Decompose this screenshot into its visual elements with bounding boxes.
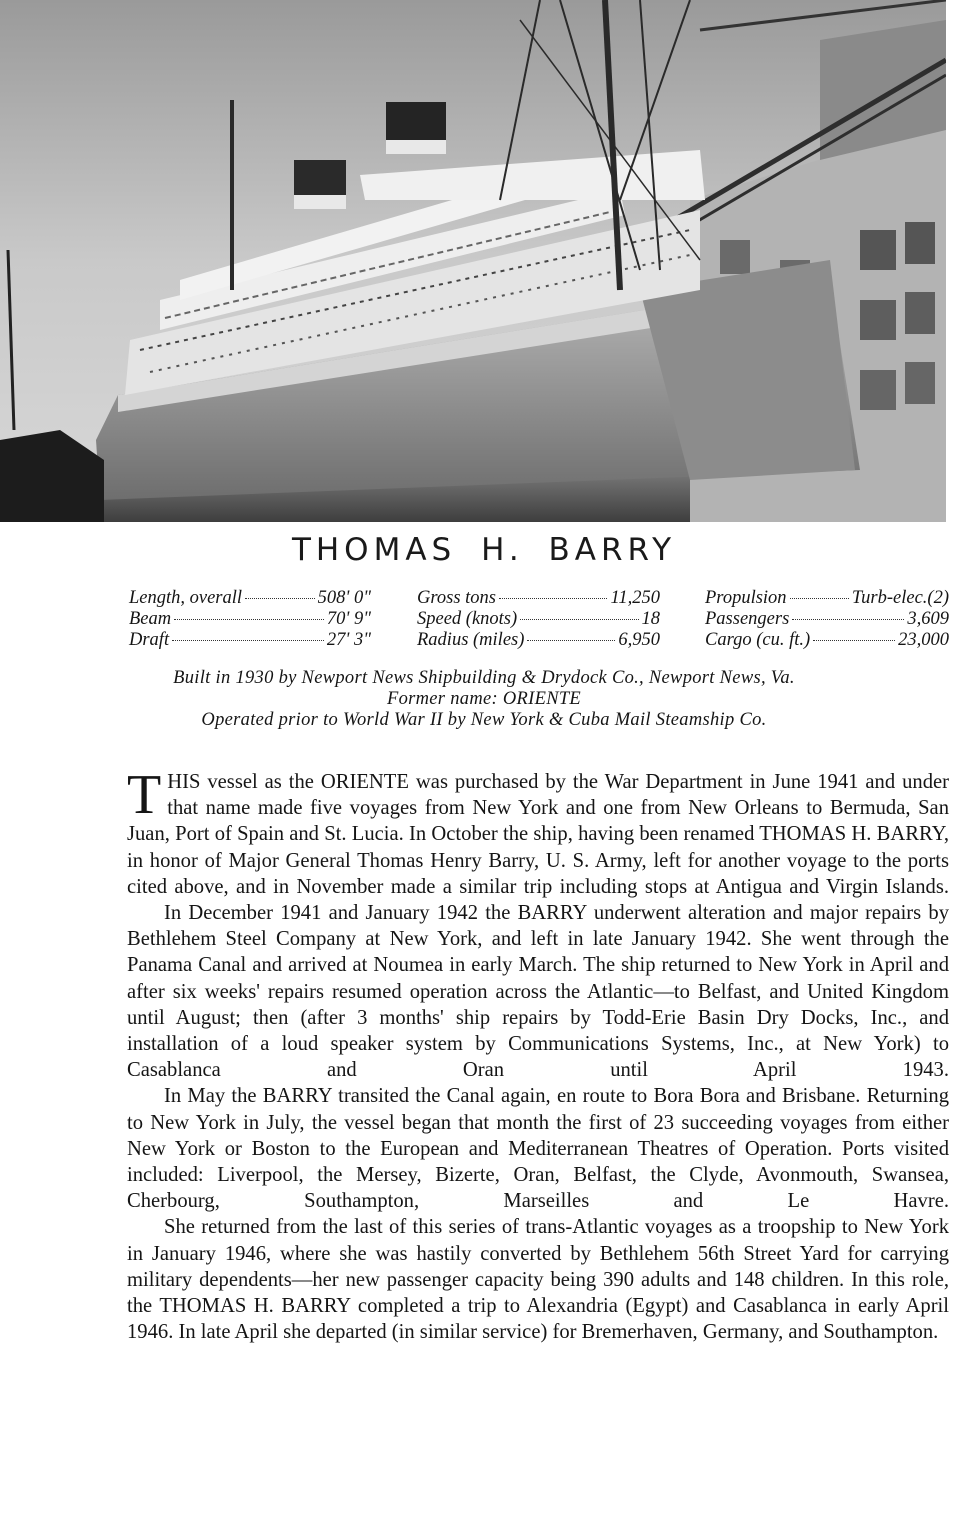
drop-cap: T bbox=[127, 764, 162, 826]
spec-label: Length, overall bbox=[129, 588, 243, 608]
spec-column-1 bbox=[129, 588, 371, 651]
paragraph-text: HIS vessel as the ORIENTE was purchased by the War Department in June 1941 and under that name made five voyages from New York and one from New Orleans to Bermuda, San Juan, Port of Spain and St. Lucia. In October the ship, having been renamed THOMAS H. BARRY, in honor of Major General Thomas Henry Barry, U. S. Army, left for another voyage to the ports cited above, and in November made a similar trip including stops at Antigua and Virgin Islands. bbox=[127, 771, 949, 898]
ship-history-meta bbox=[0, 668, 968, 731]
paragraph: In December 1941 and January 1942 the BARRY underwent alteration and major repairs by Bethlehem Steel Company at New York, and left in late January 1942. She went through the Panama Canal and arrived at Noumea in early March. The ship returned to New York in April and after six weeks' repairs resumed operation across the Atlantic—to Belfast, and United Kingdom until August; then (after 3 months' ship repairs by Todd-Erie Basin Dry Docks, Inc., and installation of a loud speaker system by Communications Systems, Inc., at New York) to Casablanca and Oran until April 1943. bbox=[127, 902, 949, 1082]
spec-label: Propulsion bbox=[705, 588, 787, 608]
spec-value: 27' 3" bbox=[326, 630, 371, 650]
paragraph: She returned from the last of this series of trans-Atlantic voyages as a troopship to New York in January 1946, where she was hastily converted by Bethlehem 56th Street Yard for carrying military dependents—her new passenger capacity being 390 adults and 148 children. In this role, the THOMAS H. BARRY completed a trip to Alexandria (Egypt) and Casablanca in early April 1946. In late April she departed (in similar service) for Bremerhaven, Germany, and Southampton. bbox=[127, 1216, 949, 1344]
spec-row bbox=[705, 588, 949, 609]
spec-column-2 bbox=[417, 588, 660, 651]
spec-label: Radius (miles) bbox=[417, 630, 525, 650]
spec-column-3 bbox=[705, 588, 949, 651]
spec-row bbox=[417, 630, 660, 651]
spec-leader bbox=[813, 640, 895, 641]
ship-title: THOMAS H. BARRY bbox=[291, 532, 677, 568]
operated-line: Operated prior to World War II by New York & Cuba Mail Steamship Co. bbox=[201, 710, 767, 730]
spec-value: 6,950 bbox=[618, 630, 660, 650]
spec-value: 508' 0" bbox=[317, 588, 371, 608]
ship-photo bbox=[0, 0, 946, 522]
spec-leader bbox=[790, 598, 849, 599]
spec-value: 3,609 bbox=[907, 609, 949, 629]
former-name-line: Former name: ORIENTE bbox=[386, 689, 582, 709]
spec-value: 70' 9" bbox=[326, 609, 371, 629]
spec-label: Speed (knots) bbox=[417, 609, 518, 629]
spec-value: 18 bbox=[641, 609, 660, 629]
spec-label: Cargo (cu. ft.) bbox=[705, 630, 811, 650]
paragraph: In May the BARRY transited the Canal again, en route to Bora Bora and Brisbane. Returning to New York in July, the vessel began that month the first of 23 succeeding voyages from either New York or Boston to the European and Mediterranean Theatres of Operation. Ports visited included: Liverpool, the Mersey, Bizerte, Oran, Belfast, the Clyde, Avonmouth, Swansea, Cherbourg, Southampton, Marseilles and Le Havre. bbox=[127, 1085, 949, 1213]
spec-label: Passengers bbox=[705, 609, 790, 629]
spec-leader bbox=[520, 619, 638, 620]
spec-value: 11,250 bbox=[610, 588, 660, 608]
spec-leader bbox=[792, 619, 904, 620]
spec-value: 23,000 bbox=[898, 630, 949, 650]
built-line: Built in 1930 by Newport News Shipbuilding & Drydock Co., Newport News, Va. bbox=[173, 668, 795, 688]
paragraph bbox=[127, 764, 949, 900]
ship-illustration bbox=[0, 0, 946, 522]
spec-value: Turb-elec.(2) bbox=[851, 588, 949, 608]
spec-leader bbox=[174, 619, 324, 620]
spec-label: Gross tons bbox=[417, 588, 496, 608]
spec-row bbox=[705, 630, 949, 651]
spec-leader bbox=[499, 598, 607, 599]
spec-row bbox=[129, 630, 371, 651]
spec-leader bbox=[172, 640, 324, 641]
article-body bbox=[127, 764, 949, 1345]
spec-row bbox=[129, 609, 371, 630]
spec-leader bbox=[527, 640, 615, 641]
spec-row bbox=[417, 609, 660, 630]
spec-label: Draft bbox=[129, 630, 170, 650]
spec-row bbox=[417, 588, 660, 609]
spec-label: Beam bbox=[129, 609, 172, 629]
spec-row bbox=[705, 609, 949, 630]
spec-leader bbox=[245, 598, 315, 599]
spec-row bbox=[129, 588, 371, 609]
